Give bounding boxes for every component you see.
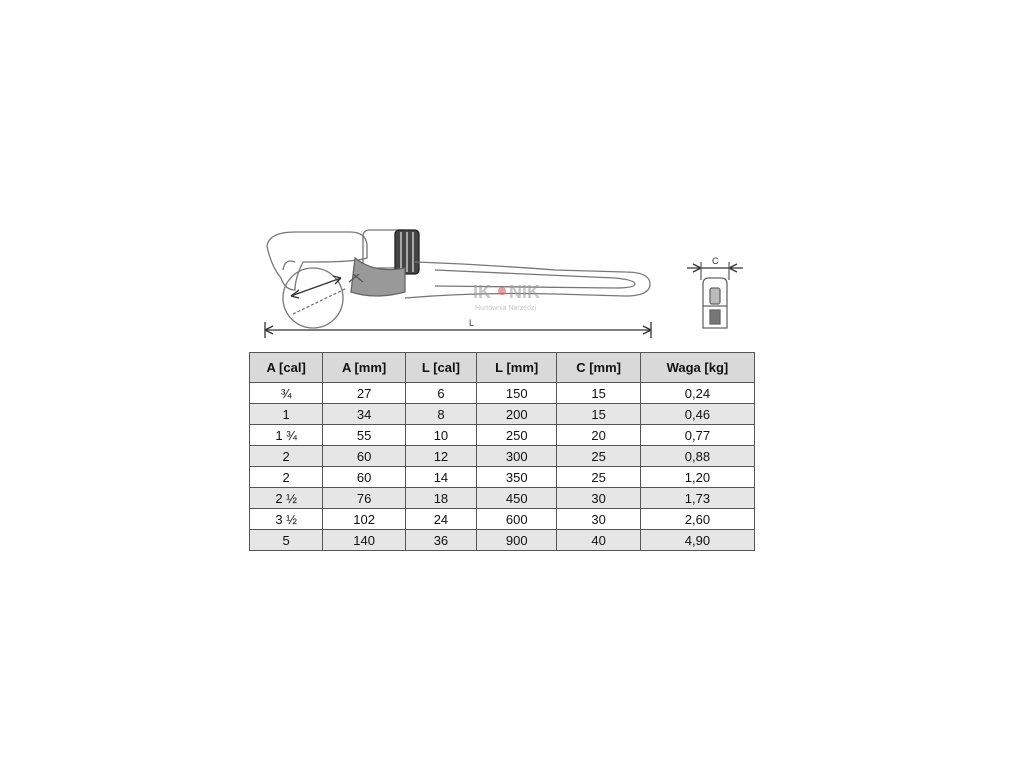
cell-weight: 1,20 — [640, 467, 754, 488]
cell-a-cal: 3 ½ — [250, 509, 323, 530]
cell-a-cal: ¾ — [250, 383, 323, 404]
cell-a-mm: 76 — [323, 488, 406, 509]
cell-l-mm: 350 — [477, 467, 557, 488]
cell-l-mm: 150 — [477, 383, 557, 404]
cell-a-mm: 34 — [323, 404, 406, 425]
header-c-mm: C [mm] — [557, 353, 640, 383]
cell-l-cal: 18 — [405, 488, 476, 509]
table-header-row — [250, 353, 755, 383]
cell-a-cal: 1 ¾ — [250, 425, 323, 446]
cell-a-mm: 27 — [323, 383, 406, 404]
cell-l-cal: 12 — [405, 446, 476, 467]
cell-a-cal: 1 — [250, 404, 323, 425]
cell-a-mm: 60 — [323, 446, 406, 467]
dimension-label-jaw: C — [712, 256, 719, 266]
cell-weight: 0,77 — [640, 425, 754, 446]
cell-a-cal: 2 ½ — [250, 488, 323, 509]
cell-a-cal: 2 — [250, 467, 323, 488]
table-row — [250, 446, 755, 467]
cell-c-mm: 20 — [557, 425, 640, 446]
header-weight: Waga [kg] — [640, 353, 754, 383]
cell-weight: 0,24 — [640, 383, 754, 404]
cell-l-mm: 900 — [477, 530, 557, 551]
cell-weight: 4,90 — [640, 530, 754, 551]
cell-a-cal: 2 — [250, 446, 323, 467]
cell-l-cal: 10 — [405, 425, 476, 446]
cell-l-cal: 6 — [405, 383, 476, 404]
cell-c-mm: 30 — [557, 509, 640, 530]
wrench-drawing — [255, 218, 755, 343]
cell-c-mm: 25 — [557, 467, 640, 488]
cell-weight: 0,46 — [640, 404, 754, 425]
cell-a-mm: 60 — [323, 467, 406, 488]
cell-a-mm: 140 — [323, 530, 406, 551]
cell-c-mm: 40 — [557, 530, 640, 551]
cell-a-mm: 102 — [323, 509, 406, 530]
wrench-end-view-icon — [687, 262, 743, 328]
svg-text:IK: IK — [473, 282, 491, 302]
cell-weight: 1,73 — [640, 488, 754, 509]
svg-text:NIK: NIK — [509, 282, 540, 302]
cell-c-mm: 15 — [557, 404, 640, 425]
pipe-wrench-icon — [265, 230, 651, 338]
table-row — [250, 467, 755, 488]
svg-text:Hurtownia Narzędzi: Hurtownia Narzędzi — [475, 305, 537, 312]
cell-l-mm: 600 — [477, 509, 557, 530]
cell-c-mm: 25 — [557, 446, 640, 467]
cell-l-cal: 8 — [405, 404, 476, 425]
header-a-mm: A [mm] — [323, 353, 406, 383]
cell-l-mm: 450 — [477, 488, 557, 509]
header-a-cal: A [cal] — [250, 353, 323, 383]
cell-l-cal: 24 — [405, 509, 476, 530]
cell-l-cal: 14 — [405, 467, 476, 488]
cell-l-mm: 250 — [477, 425, 557, 446]
table-row — [250, 488, 755, 509]
table-row — [250, 404, 755, 425]
table-row — [250, 530, 755, 551]
cell-a-mm: 55 — [323, 425, 406, 446]
cell-l-cal: 36 — [405, 530, 476, 551]
table-row — [250, 509, 755, 530]
cell-c-mm: 15 — [557, 383, 640, 404]
dimension-label-length: L — [469, 318, 475, 328]
cell-weight: 0,88 — [640, 446, 754, 467]
wrench-size-table — [249, 352, 755, 551]
cell-weight: 2,60 — [640, 509, 754, 530]
cell-l-mm: 300 — [477, 446, 557, 467]
table-row — [250, 383, 755, 404]
header-l-mm: L [mm] — [477, 353, 557, 383]
header-l-cal: L [cal] — [405, 353, 476, 383]
table-row — [250, 425, 755, 446]
cell-a-cal: 5 — [250, 530, 323, 551]
cell-c-mm: 30 — [557, 488, 640, 509]
cell-l-mm: 200 — [477, 404, 557, 425]
